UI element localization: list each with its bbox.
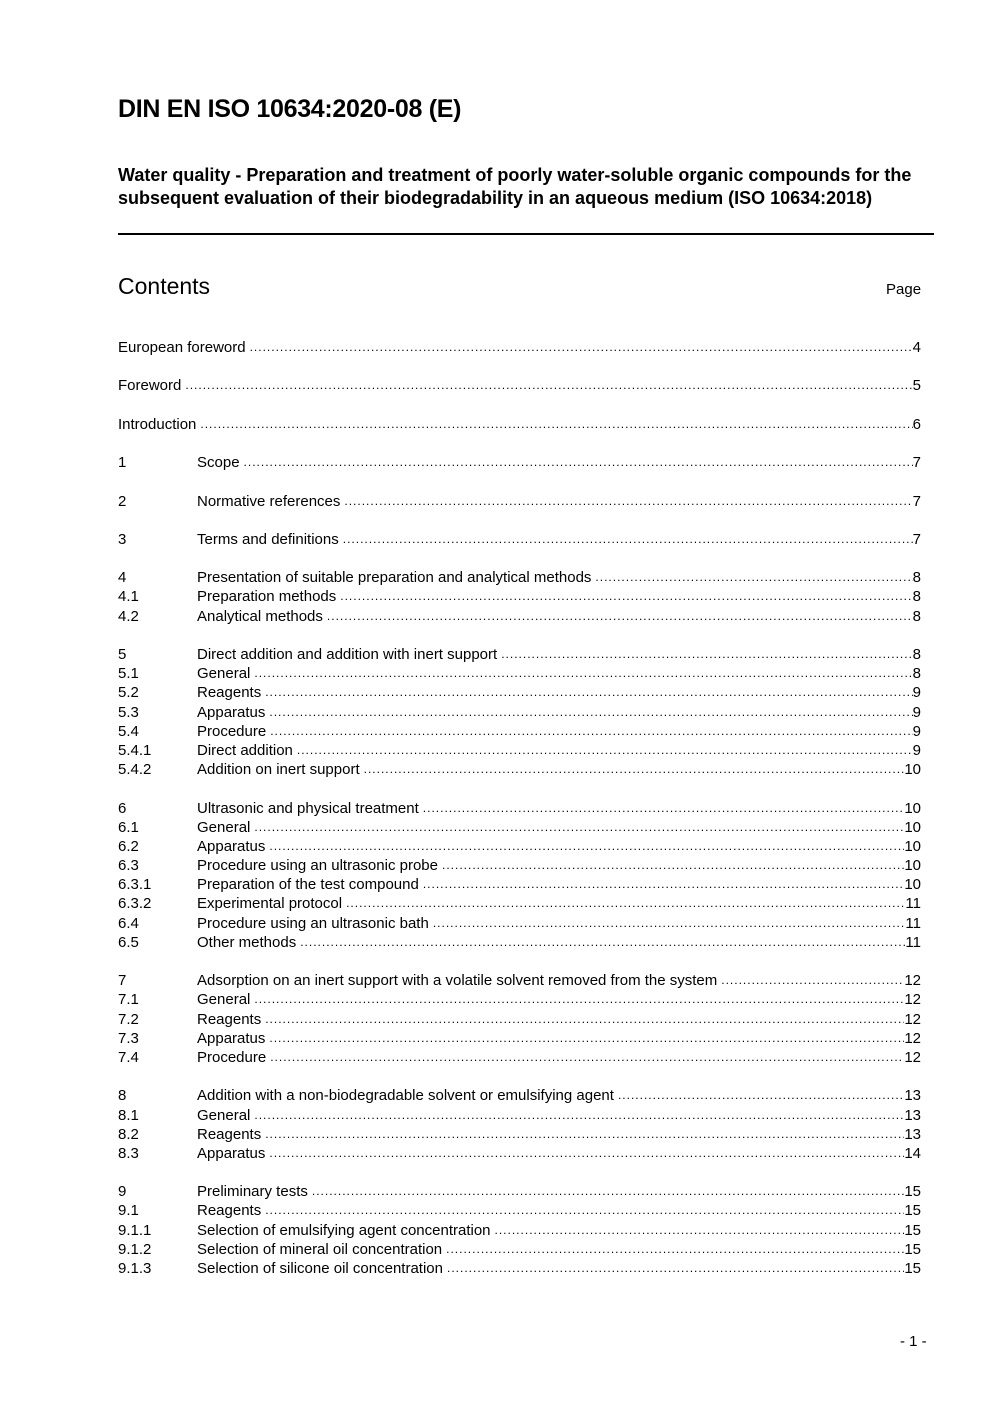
toc-entry-title: Reagents bbox=[197, 1010, 262, 1028]
toc-entry-page: 11 bbox=[905, 895, 921, 913]
dot-leader bbox=[423, 799, 905, 818]
toc-entry[interactable] bbox=[118, 683, 921, 702]
toc-entry-title: Direct addition bbox=[197, 741, 293, 759]
toc-entry[interactable] bbox=[118, 1048, 921, 1067]
toc-entry-title: Preliminary tests bbox=[197, 1183, 308, 1201]
dot-leader bbox=[269, 703, 912, 722]
toc-entry-number: 5.3 bbox=[118, 703, 139, 721]
toc-group bbox=[118, 530, 921, 549]
toc-entry[interactable] bbox=[118, 933, 921, 952]
toc-entry-number: 7.1 bbox=[118, 991, 139, 1009]
toc-entry-number: 3 bbox=[118, 530, 127, 548]
toc-entry[interactable] bbox=[118, 338, 921, 357]
toc-entry-title: General bbox=[197, 1106, 251, 1124]
toc-entry-number: 6.2 bbox=[118, 837, 139, 855]
toc-entry-title: Adsorption on an inert support with a volatile solvent removed from the system bbox=[197, 972, 718, 990]
toc-group bbox=[118, 492, 921, 511]
toc-entry-title: General bbox=[197, 665, 251, 683]
toc-entry[interactable] bbox=[118, 1010, 921, 1029]
toc-entry-title: Other methods bbox=[197, 933, 297, 951]
page-number: - 1 - bbox=[900, 1333, 927, 1350]
dot-leader bbox=[423, 875, 905, 894]
toc-entry-title: Apparatus bbox=[197, 1029, 266, 1047]
dot-leader bbox=[343, 530, 913, 549]
toc-group bbox=[118, 415, 921, 434]
dot-leader bbox=[340, 587, 912, 606]
toc-entry-page: 15 bbox=[904, 1240, 921, 1258]
toc-entry-number: 6.4 bbox=[118, 914, 139, 932]
toc-entry[interactable] bbox=[118, 722, 921, 741]
document-title: Water quality - Preparation and treatment of poorly water-soluble organic compounds for the subsequent evaluation of their biodegradability in an aqueous medium (ISO 10634:2018) bbox=[118, 165, 912, 208]
toc-entry-number: 4.1 bbox=[118, 588, 139, 606]
toc-entry[interactable] bbox=[118, 492, 921, 511]
dot-leader bbox=[254, 818, 904, 837]
toc-entry[interactable] bbox=[118, 1125, 921, 1144]
toc-entry-page: 7 bbox=[912, 530, 921, 548]
toc-entry-page: 12 bbox=[904, 1048, 921, 1066]
dot-leader bbox=[270, 1048, 904, 1067]
dot-leader bbox=[269, 1144, 904, 1163]
toc-group bbox=[118, 453, 921, 472]
dot-leader bbox=[265, 1125, 904, 1144]
dot-leader bbox=[346, 894, 905, 913]
toc-entry-number: 5.4.2 bbox=[118, 761, 152, 779]
table-of-contents bbox=[118, 338, 921, 1297]
toc-entry-title: General bbox=[197, 991, 251, 1009]
toc-entry-title: Addition on inert support bbox=[197, 761, 360, 779]
toc-entry-number: 9.1 bbox=[118, 1202, 139, 1220]
toc-entry[interactable] bbox=[118, 760, 921, 779]
toc-entry-title: Experimental protocol bbox=[197, 895, 343, 913]
toc-entry[interactable] bbox=[118, 971, 921, 990]
toc-entry[interactable] bbox=[118, 568, 921, 587]
toc-entry-number: 7.2 bbox=[118, 1010, 139, 1028]
dot-leader bbox=[312, 1182, 904, 1201]
toc-entry[interactable] bbox=[118, 1182, 921, 1201]
toc-entry-page: 9 bbox=[912, 703, 921, 721]
dot-leader bbox=[254, 990, 904, 1009]
toc-entry-number: 9.1.1 bbox=[118, 1221, 152, 1239]
dot-leader bbox=[327, 607, 913, 626]
toc-entry-page: 7 bbox=[912, 492, 921, 510]
dot-leader bbox=[269, 1029, 904, 1048]
dot-leader bbox=[442, 856, 904, 875]
dot-leader bbox=[265, 1201, 904, 1220]
toc-entry-number: 9.1.2 bbox=[118, 1240, 152, 1258]
toc-entry-number: 5 bbox=[118, 646, 127, 663]
toc-entry-number: 2 bbox=[118, 492, 127, 510]
toc-entry-title: Normative references bbox=[197, 492, 341, 510]
toc-entry-number: 4 bbox=[118, 569, 127, 587]
toc-entry-title: Ultrasonic and physical treatment bbox=[197, 799, 419, 817]
dot-leader bbox=[501, 645, 912, 664]
toc-group bbox=[118, 568, 921, 626]
toc-entry-page: 9 bbox=[912, 741, 921, 759]
toc-entry-page: 9 bbox=[912, 722, 921, 740]
toc-entry-page: 8 bbox=[912, 646, 921, 663]
toc-entry-number: 8.1 bbox=[118, 1106, 139, 1124]
toc-group bbox=[118, 645, 921, 779]
dot-leader bbox=[185, 376, 912, 395]
toc-entry[interactable] bbox=[118, 1201, 921, 1220]
toc-entry[interactable] bbox=[118, 856, 921, 875]
toc-entry-page: 4 bbox=[912, 339, 921, 356]
toc-entry[interactable] bbox=[118, 587, 921, 606]
toc-entry-page: 11 bbox=[905, 933, 921, 951]
page-column-label: Page bbox=[886, 281, 922, 298]
dot-leader bbox=[200, 415, 912, 434]
dot-leader bbox=[265, 683, 912, 702]
toc-entry[interactable] bbox=[118, 1221, 921, 1240]
toc-entry-page: 12 bbox=[904, 1029, 921, 1047]
toc-entry[interactable] bbox=[118, 453, 921, 472]
toc-entry-page: 10 bbox=[904, 818, 921, 836]
toc-entry[interactable] bbox=[118, 837, 921, 856]
toc-group bbox=[118, 1182, 921, 1278]
toc-group bbox=[118, 376, 921, 395]
toc-entry-number: 4.2 bbox=[118, 607, 139, 625]
toc-entry-page: 9 bbox=[912, 684, 921, 702]
toc-entry-title: Terms and definitions bbox=[197, 530, 339, 548]
toc-group bbox=[118, 338, 921, 357]
toc-entry-title: Selection of mineral oil concentration bbox=[197, 1240, 443, 1258]
toc-entry-title: Apparatus bbox=[197, 1144, 266, 1162]
dot-leader bbox=[270, 722, 912, 741]
toc-entry[interactable] bbox=[118, 799, 921, 818]
toc-entry[interactable] bbox=[118, 914, 921, 933]
toc-entry-title: Selection of silicone oil concentration bbox=[197, 1260, 443, 1277]
toc-entry-title: Introduction bbox=[118, 415, 197, 433]
toc-entry-page: 5 bbox=[912, 377, 921, 395]
toc-entry-page: 6 bbox=[912, 415, 921, 433]
toc-entry-number: 7.3 bbox=[118, 1029, 139, 1047]
document-id: DIN EN ISO 10634:2020-08 (E) bbox=[118, 95, 462, 123]
toc-entry-number: 5.4 bbox=[118, 722, 139, 740]
toc-entry-title: Procedure bbox=[197, 722, 267, 740]
toc-entry[interactable] bbox=[118, 818, 921, 837]
toc-entry[interactable] bbox=[118, 1259, 921, 1278]
toc-entry[interactable] bbox=[118, 1144, 921, 1163]
toc-entry-title: Reagents bbox=[197, 1202, 262, 1220]
toc-group bbox=[118, 799, 921, 953]
dot-leader bbox=[446, 1240, 904, 1259]
toc-entry-page: 8 bbox=[912, 607, 921, 625]
dot-leader bbox=[364, 760, 905, 779]
dot-leader bbox=[297, 741, 913, 760]
toc-entry-number: 1 bbox=[118, 454, 127, 472]
toc-entry-title: European foreword bbox=[118, 339, 246, 356]
dot-leader bbox=[254, 664, 912, 683]
toc-entry-title: Preparation methods bbox=[197, 588, 337, 606]
toc-entry-number: 9.1.3 bbox=[118, 1260, 152, 1277]
toc-entry-page: 14 bbox=[904, 1144, 921, 1162]
toc-entry[interactable] bbox=[118, 376, 921, 395]
dot-leader bbox=[265, 1010, 904, 1029]
toc-entry-title: Preparation of the test compound bbox=[197, 876, 419, 894]
toc-entry-number: 6.3.2 bbox=[118, 895, 152, 913]
toc-entry[interactable] bbox=[118, 530, 921, 549]
toc-entry[interactable] bbox=[118, 875, 921, 894]
dot-leader bbox=[250, 338, 913, 357]
toc-entry-title: Addition with a non-biodegradable solvent or emulsifying agent bbox=[197, 1087, 614, 1105]
toc-entry-number: 9 bbox=[118, 1183, 127, 1201]
dot-leader bbox=[495, 1221, 905, 1240]
toc-entry-page: 12 bbox=[904, 991, 921, 1009]
toc-entry[interactable] bbox=[118, 664, 921, 683]
toc-entry-title: Foreword bbox=[118, 377, 182, 395]
toc-entry-number: 8.2 bbox=[118, 1125, 139, 1143]
toc-entry-title: Presentation of suitable preparation and analytical methods bbox=[197, 569, 592, 587]
dot-leader bbox=[344, 492, 912, 511]
dot-leader bbox=[244, 453, 913, 472]
toc-entry-page: 15 bbox=[904, 1260, 921, 1277]
toc-entry-title: Procedure using an ultrasonic probe bbox=[197, 857, 438, 875]
dot-leader bbox=[595, 568, 912, 587]
toc-entry[interactable] bbox=[118, 1240, 921, 1259]
toc-entry[interactable] bbox=[118, 894, 921, 913]
toc-entry-page: 8 bbox=[912, 569, 921, 587]
toc-entry-page: 8 bbox=[912, 588, 921, 606]
toc-entry-number: 6.3.1 bbox=[118, 876, 152, 894]
toc-group bbox=[118, 971, 921, 1067]
toc-entry-number: 8 bbox=[118, 1087, 127, 1105]
dot-leader bbox=[269, 837, 904, 856]
contents-heading: Contents bbox=[118, 273, 211, 299]
toc-entry-number: 6 bbox=[118, 799, 127, 817]
toc-entry-title: General bbox=[197, 818, 251, 836]
toc-entry-title: Apparatus bbox=[197, 837, 266, 855]
toc-entry-page: 12 bbox=[904, 1010, 921, 1028]
toc-entry-page: 10 bbox=[904, 857, 921, 875]
toc-entry-number: 7.4 bbox=[118, 1048, 139, 1066]
toc-entry[interactable] bbox=[118, 1106, 921, 1125]
dot-leader bbox=[433, 914, 906, 933]
toc-entry[interactable] bbox=[118, 703, 921, 722]
toc-entry[interactable] bbox=[118, 741, 921, 760]
toc-entry-page: 15 bbox=[904, 1221, 921, 1239]
toc-entry-title: Reagents bbox=[197, 684, 262, 702]
toc-entry-number: 5.1 bbox=[118, 665, 139, 683]
toc-entry-page: 13 bbox=[904, 1125, 921, 1143]
toc-entry[interactable] bbox=[118, 990, 921, 1009]
toc-entry-title: Apparatus bbox=[197, 703, 266, 721]
toc-entry-number: 8.3 bbox=[118, 1144, 139, 1162]
dot-leader bbox=[618, 1086, 904, 1105]
toc-entry[interactable] bbox=[118, 1029, 921, 1048]
toc-entry-title: Selection of emulsifying agent concentration bbox=[197, 1221, 491, 1239]
toc-entry-number: 6.3 bbox=[118, 857, 139, 875]
toc-entry[interactable] bbox=[118, 645, 921, 664]
toc-entry-number: 7 bbox=[118, 972, 127, 990]
toc-entry-number: 5.2 bbox=[118, 684, 139, 702]
toc-entry-page: 10 bbox=[904, 876, 921, 894]
toc-entry-page: 13 bbox=[904, 1087, 921, 1105]
dot-leader bbox=[254, 1106, 904, 1125]
dot-leader bbox=[300, 933, 905, 952]
title-divider bbox=[118, 233, 934, 235]
toc-entry-page: 11 bbox=[905, 914, 921, 932]
toc-entry-page: 15 bbox=[904, 1202, 921, 1220]
toc-entry-number: 6.1 bbox=[118, 818, 139, 836]
toc-entry-title: Procedure using an ultrasonic bath bbox=[197, 914, 429, 932]
toc-entry-title: Reagents bbox=[197, 1125, 262, 1143]
toc-entry-title: Scope bbox=[197, 454, 240, 472]
toc-entry-title: Analytical methods bbox=[197, 607, 323, 625]
toc-entry-page: 10 bbox=[904, 799, 921, 817]
dot-leader bbox=[447, 1259, 904, 1278]
toc-entry[interactable] bbox=[118, 607, 921, 626]
toc-entry-title: Direct addition and addition with inert support bbox=[197, 646, 498, 663]
toc-entry-page: 10 bbox=[904, 761, 921, 779]
toc-entry-number: 5.4.1 bbox=[118, 741, 152, 759]
dot-leader bbox=[721, 971, 904, 990]
toc-entry-page: 13 bbox=[904, 1106, 921, 1124]
toc-entry-page: 8 bbox=[912, 665, 921, 683]
toc-group bbox=[118, 1086, 921, 1163]
toc-entry-page: 10 bbox=[904, 837, 921, 855]
toc-entry-number: 6.5 bbox=[118, 933, 139, 951]
toc-entry-title: Procedure bbox=[197, 1048, 267, 1066]
toc-entry-page: 12 bbox=[904, 972, 921, 990]
toc-entry[interactable] bbox=[118, 1086, 921, 1105]
toc-entry-page: 7 bbox=[912, 454, 921, 472]
toc-entry[interactable] bbox=[118, 415, 921, 434]
toc-entry-page: 15 bbox=[904, 1183, 921, 1201]
